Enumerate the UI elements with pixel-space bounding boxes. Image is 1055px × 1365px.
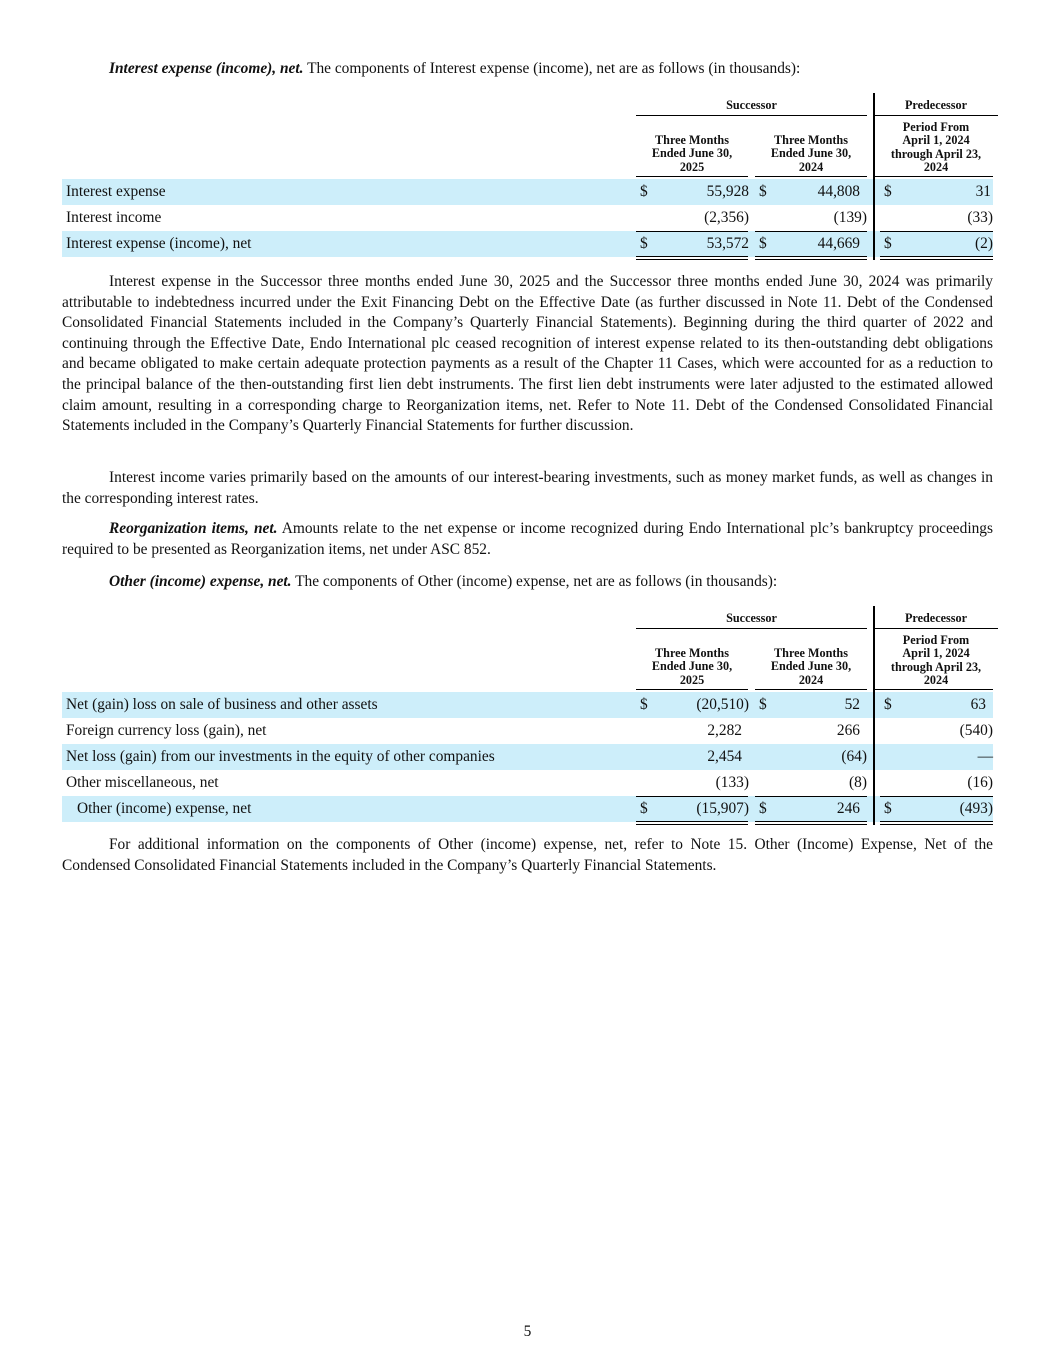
predecessor-header-rule: [874, 115, 998, 116]
additional-info-paragraph: For additional information on the components of Other (income) expense, net, refer to Note 15. Other (Income) Expense, Net of the Condensed Consolidated Financial Statements included in the Company’s Quarterly Financial Statements.: [62, 836, 993, 874]
table-row: Interest expense $ 55,928 $ 44,808 $ 31: [62, 179, 993, 205]
predecessor-header: Predecessor: [904, 611, 968, 625]
page-number: 5: [523, 1323, 532, 1340]
interest-section-heading: Interest expense (income), net.: [109, 60, 304, 77]
successor-header: Successor: [726, 611, 777, 625]
table-row-total: Interest expense (income), net $ 53,572 $ 44,669 $ (2): [62, 231, 993, 257]
period-divider: [873, 93, 875, 260]
predecessor-header: Predecessor: [904, 98, 968, 112]
interest-section-intro: Interest expense (income), net. The components of Interest expense (income), net are as follows (in thousands):: [109, 60, 801, 77]
interest-income-paragraph: Interest income varies primarily based on the amounts of our interest-bearing investments, such as money market funds, as well as changes in the corresponding interest rates.: [62, 469, 993, 507]
table-row: Other miscellaneous, net (133) (8) (16): [66, 774, 993, 791]
column-header-q2-2025: Three Months Ended June 30, 2025: [651, 646, 733, 687]
other-section-heading: Other (income) expense, net.: [109, 573, 292, 590]
column-header-q2-2024: Three Months Ended June 30, 2024: [770, 133, 852, 174]
period-divider: [873, 606, 875, 825]
table-row: Net (gain) loss on sale of business and other assets $ (20,510) $ 52 $ 63: [62, 692, 993, 718]
column-header-predecessor-period: Period From April 1, 2024 through April 23, 2024: [890, 120, 982, 175]
interest-table: [62, 93, 993, 259]
other-expense-table: [62, 606, 993, 824]
reorganization-heading: Reorganization items, net.: [109, 520, 278, 537]
column-header-predecessor-period: Period From April 1, 2024 through April 23, 2024: [890, 633, 982, 688]
successor-header: Successor: [726, 98, 777, 112]
table-row: Foreign currency loss (gain), net 2,282 266 (540): [66, 722, 993, 739]
table-row: Interest income (2,356) (139) (33): [66, 209, 993, 226]
column-header-q2-2025: Three Months Ended June 30, 2025: [651, 133, 733, 174]
column-header-q2-2024: Three Months Ended June 30, 2024: [770, 646, 852, 687]
interest-expense-paragraph: Interest expense in the Successor three months ended June 30, 2025 and the Successor three months ended June 30, 2024 was primarily attributable to indebtedness incurred under the Exit Financing Debt on the Effective Date (as further discussed in Note 11. Debt of the Condensed Consolidated Financial Statements included in the Company’s Quarterly Financial Statements). Beginning during the third quarter of 2022 and continuing through the Effective Date, Endo International plc ceased recognition of interest expense related to its then-outstanding debt obligations and became obligated to make certain adequate protection payments as a result of the Chapter 11 Cases, which were accounted for as a reduction to the principal balance of the then-outstanding first lien debt instruments. The first lien debt instruments were later adjusted to the estimated allowed claim amount, resulting in a corresponding charge to Reorganization items, net. Refer to Note 11. Debt of the Condensed Consolidated Financial Statements included in the Company’s Quarterly Financial Statements for further discussion.: [62, 273, 993, 435]
table-row-total: Other (income) expense, net $ (15,907) $ 246 $ (493): [62, 796, 993, 822]
other-section-intro: Other (income) expense, net. The components of Other (income) expense, net are as follows (in thousands):: [109, 573, 778, 590]
successor-header-rule: [636, 115, 867, 116]
table-row: Net loss (gain) from our investments in the equity of other companies 2,454 (64) —: [62, 744, 993, 770]
reorganization-paragraph: Reorganization items, net. Amounts relate to the net expense or income recognized during Endo International plc’s bankruptcy proceedings required to be presented as Reorganization items, net under ASC 852.: [62, 520, 993, 558]
